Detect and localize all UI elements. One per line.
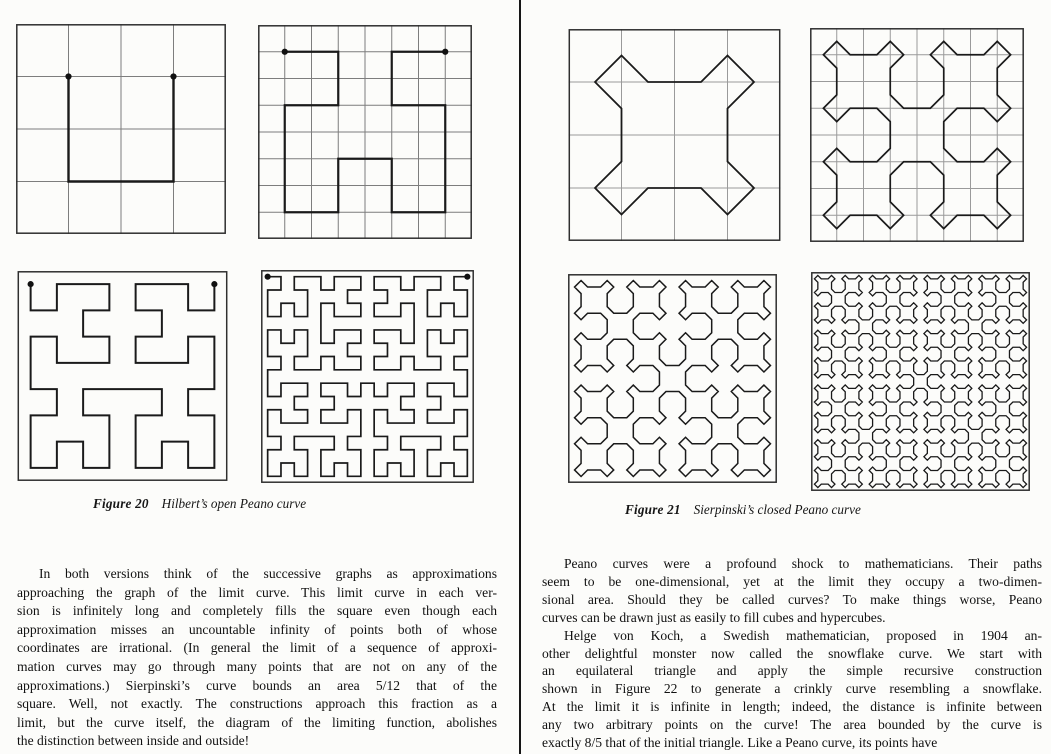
sierpinski-curve-path bbox=[814, 275, 1026, 487]
text-line: mation curves may go through many points that are not on any of the bbox=[17, 658, 497, 674]
hilbert-order-2-figure bbox=[258, 25, 472, 239]
text-line: limit, but the curve itself, the diagram of the limiting function, abolishes bbox=[17, 714, 497, 730]
sierpinski-order-1-svg bbox=[568, 29, 781, 241]
endpoint-dot bbox=[265, 274, 271, 280]
text-line: Helge von Koch, a Swedish mathematician, proposed in 1904 an- bbox=[564, 627, 1042, 643]
figure-21-caption-label: Figure 21 bbox=[625, 502, 681, 517]
hilbert-order-4-svg bbox=[260, 270, 475, 483]
figure-21-caption bbox=[625, 502, 861, 518]
sierpinski-order-2-svg bbox=[810, 28, 1024, 242]
hilbert-curve-path bbox=[268, 277, 468, 477]
figure-20-caption-label: Figure 20 bbox=[93, 496, 149, 511]
hilbert-order-1-figure bbox=[16, 24, 226, 234]
text-line: square. Well, not exactly. The constructions approach this fraction as a bbox=[17, 696, 497, 712]
text-line: approaching the graph of the limit curve. This limit curve in each ver- bbox=[17, 584, 497, 600]
text-line: approximations.) Sierpinski’s curve bounds an area 5/12 that of the bbox=[17, 677, 497, 693]
hilbert-order-3-svg bbox=[17, 271, 228, 481]
text-line: an equilateral triangle and apply the simple recursive construction bbox=[542, 663, 1042, 679]
page-divider bbox=[519, 0, 521, 754]
text-line: At the limit it is infinite in length; indeed, the distance is infinite between bbox=[542, 699, 1042, 715]
paragraph bbox=[17, 565, 497, 751]
paragraph bbox=[542, 555, 1042, 627]
sierpinski-order-4-svg bbox=[811, 272, 1030, 491]
text-line: exactly 8/5 that of the initial triangle. Like a Peano curve, its points have bbox=[542, 735, 938, 751]
hilbert-order-3-figure bbox=[17, 271, 228, 481]
text-line: curves can be drawn just as easily to fill cubes and hypercubes. bbox=[542, 609, 886, 625]
hilbert-curve-path bbox=[31, 284, 215, 468]
hilbert-order-1-svg bbox=[16, 24, 226, 234]
text-line: sion is infinitely long and completely fills the square even though each bbox=[17, 603, 497, 619]
text-line: approximation misses an uncountable infinity of points both of whose bbox=[17, 621, 497, 637]
sierpinski-order-1-figure bbox=[568, 29, 781, 241]
figure-border bbox=[18, 272, 226, 480]
figure-20-caption-title: Hilbert’s open Peano curve bbox=[161, 496, 307, 511]
right-page-text bbox=[542, 555, 1042, 752]
sierpinski-order-3-figure bbox=[568, 274, 777, 483]
hilbert-order-4-figure bbox=[260, 270, 475, 483]
endpoint-dot bbox=[442, 49, 448, 55]
paragraph bbox=[542, 627, 1042, 752]
grid-lines bbox=[258, 25, 472, 239]
endpoint-dot bbox=[170, 73, 176, 79]
text-line: other delightful monster now called the snowflake curve. We start with bbox=[542, 645, 1042, 661]
figure-20-caption bbox=[93, 496, 306, 512]
figure-border bbox=[812, 273, 1029, 490]
hilbert-order-2-svg bbox=[258, 25, 472, 239]
text-line: shown in Figure 22 to generate a crinkly curve resembling a snowflake. bbox=[542, 681, 1042, 697]
text-line: In both versions think of the successive graphs as approximations bbox=[39, 566, 497, 581]
text-line: Peano curves were a profound shock to mathematicians. Their paths bbox=[564, 556, 1042, 571]
endpoint-dot bbox=[65, 73, 71, 79]
text-line: seem to be one-dimensional, yet at the limit they occupy a two-dimen- bbox=[542, 573, 1042, 589]
sierpinski-order-4-figure bbox=[811, 272, 1030, 491]
figure-border bbox=[569, 275, 776, 482]
endpoint-dot bbox=[211, 281, 217, 287]
endpoint-dot bbox=[28, 281, 34, 287]
grid-lines bbox=[810, 28, 1024, 242]
grid-lines bbox=[16, 24, 226, 234]
left-page-text bbox=[17, 565, 497, 751]
text-line: coordinates are irrational. (In general the limit of a sequence of approxi- bbox=[17, 640, 497, 656]
text-line: the distinction between inside and outside! bbox=[17, 733, 250, 749]
sierpinski-order-2-figure bbox=[810, 28, 1024, 242]
sierpinski-order-3-svg bbox=[568, 274, 777, 483]
grid-lines bbox=[569, 29, 781, 241]
figure-21-caption-title: Sierpinski’s closed Peano curve bbox=[693, 502, 861, 517]
endpoint-dot bbox=[464, 274, 470, 280]
text-line: sional area. Should they be called curves? To make things worse, Peano bbox=[542, 591, 1042, 607]
sierpinski-curve-path bbox=[575, 281, 771, 477]
text-line: any two arbitrary points on the curve! The area bounded by the curve is bbox=[542, 717, 1042, 733]
endpoint-dot bbox=[282, 49, 288, 55]
